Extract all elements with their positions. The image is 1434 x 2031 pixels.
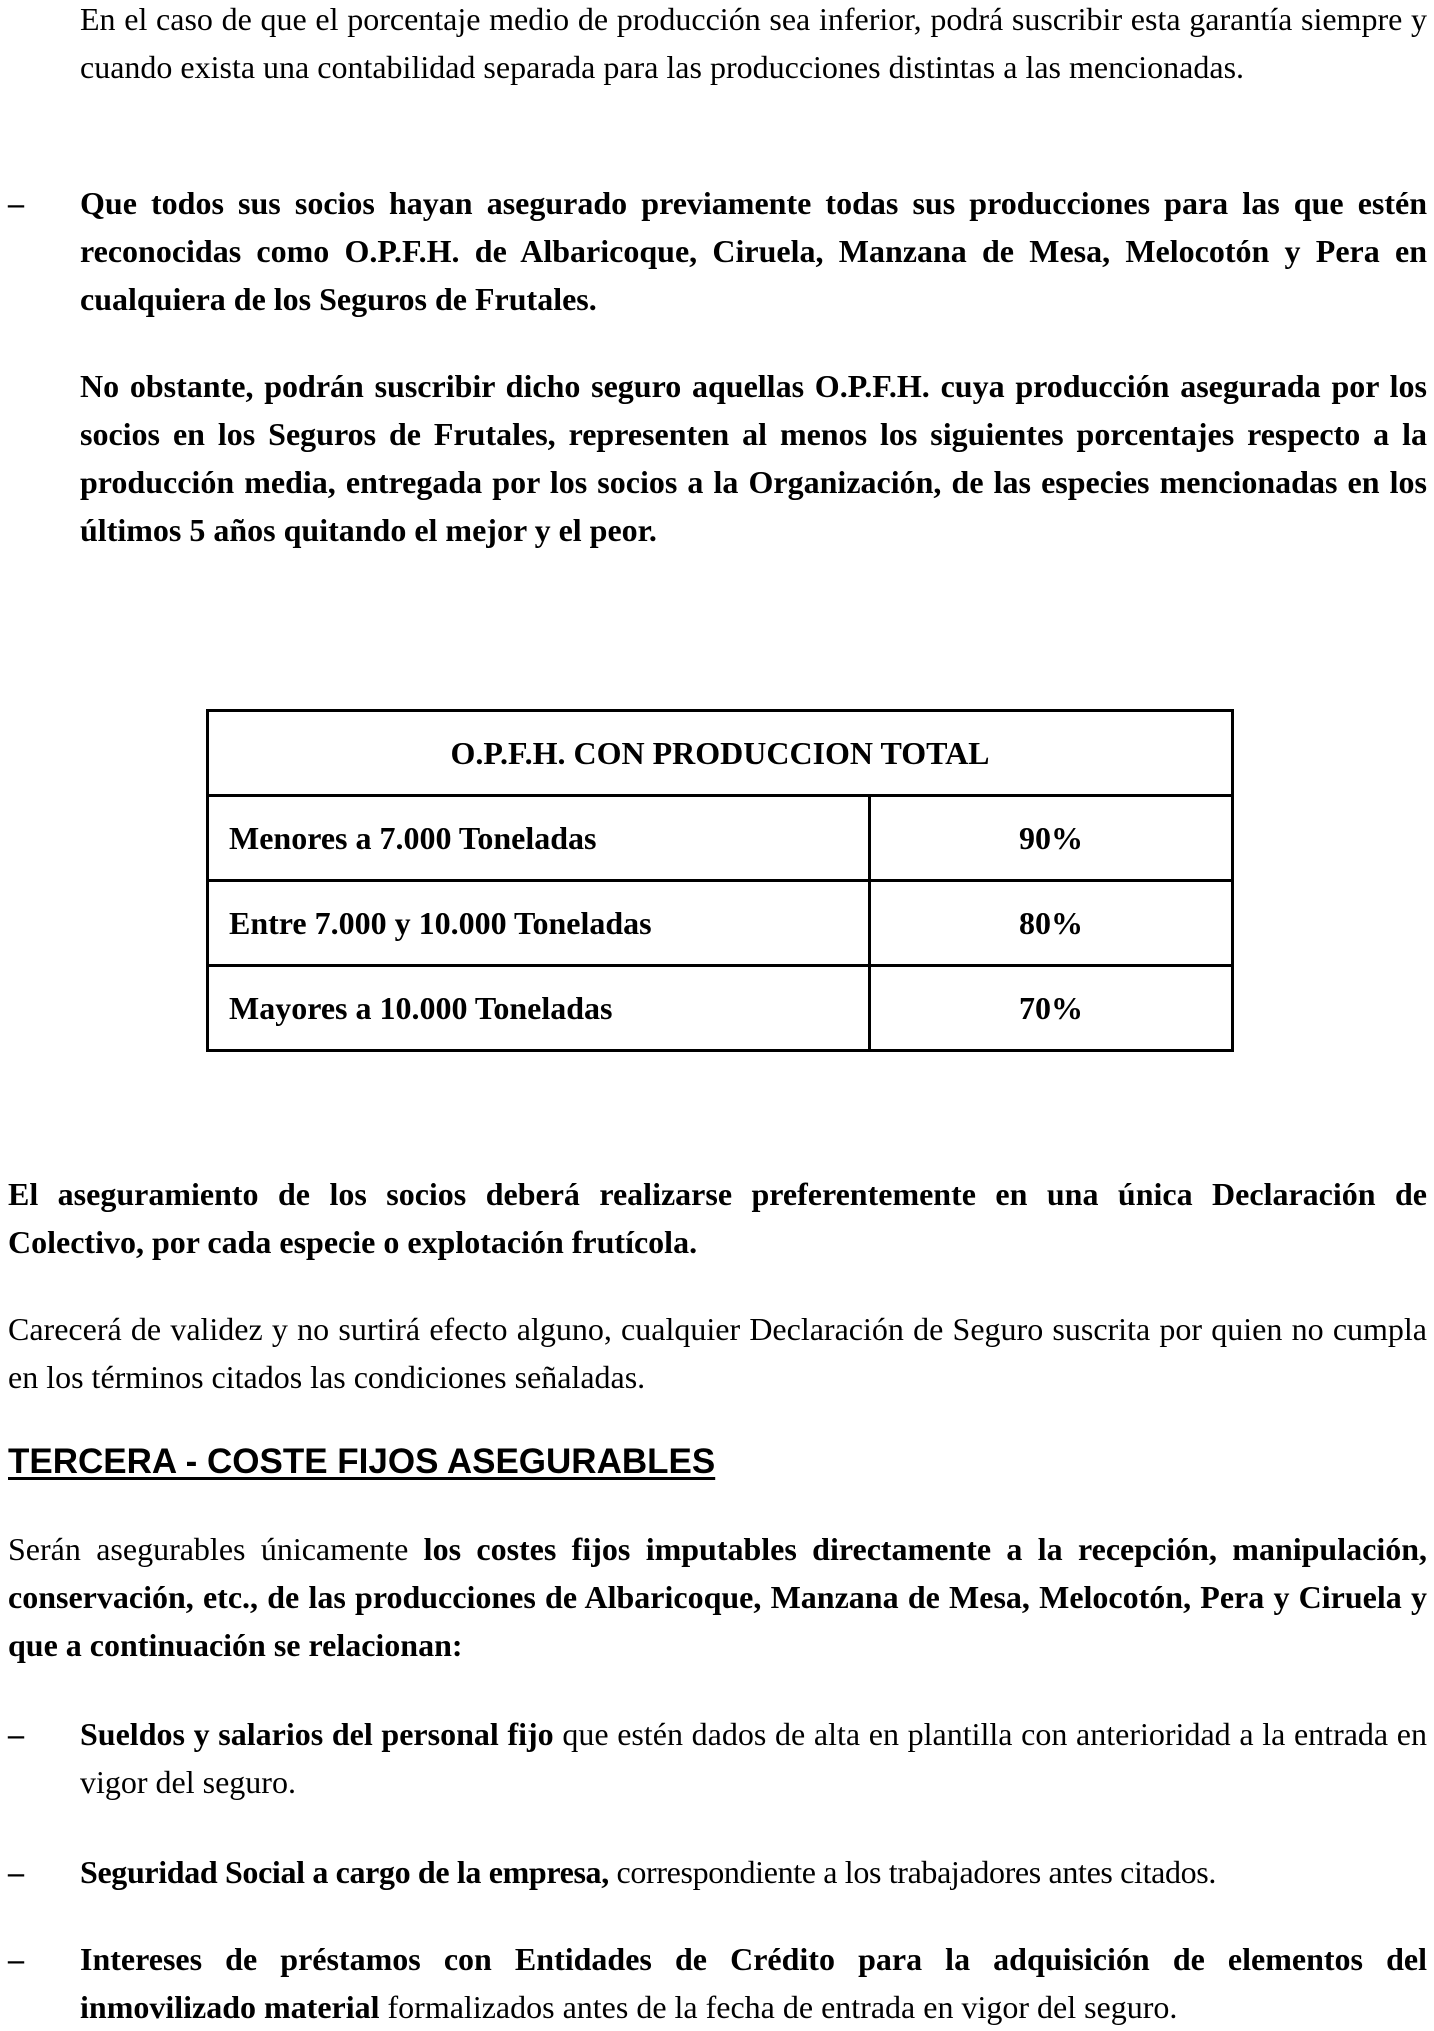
paragraph-members-insured: Que todos sus socios hayan asegurado previamente todas sus producciones para las que estén reconocidas como O.P.F.H. de Albaricoque, Ciruela, Manzana de Mesa, Melocotón y Pera en cualquiera de los Seguros de Frutales.: [80, 185, 1427, 317]
paragraph-aseguramiento: El aseguramiento de los socios deberá realizarse preferentemente en una única Declaración de Colectivo, por cada especie o explotación frutícola.: [8, 1176, 1427, 1260]
paragraph-percentage-condition: En el caso de que el porcentaje medio de producción sea inferior, podrá suscribir esta garantía siempre y cuando exista una contabilidad separada para las producciones distintas a las mencionadas.: [80, 1, 1427, 85]
bullet-dash: –: [8, 185, 24, 221]
text-normal: correspondiente a los trabajadores antes citados.: [608, 1854, 1217, 1890]
text-bold: Sueldos y salarios del personal fijo: [80, 1716, 554, 1752]
table-cell-label: Entre 7.000 y 10.000 Toneladas: [208, 881, 870, 966]
table-cell-label: Menores a 7.000 Toneladas: [208, 796, 870, 881]
paragraph-seguridad-social: [80, 1848, 1427, 1896]
paragraph-carecera: Carecerá de validez y no surtirá efecto alguno, cualquier Declaración de Seguro suscrita por quien no cumpla en los términos citados las condiciones señaladas.: [8, 1311, 1427, 1395]
text-bold: Intereses de préstamos con Entidades de Crédito para la adquisición de elementos del inmovilizado material: [80, 1941, 1427, 2025]
table-header: O.P.F.H. CON PRODUCCION TOTAL: [208, 711, 1233, 796]
text-bold: Seguridad Social a cargo de la empresa,: [80, 1854, 609, 1890]
text-normal: que estén dados de alta en plantilla con anterioridad a la entrada en vigor del seguro.: [80, 1716, 1428, 1800]
production-table: [206, 709, 1234, 1052]
paragraph-intereses: [80, 1935, 1427, 2031]
table-row: [208, 881, 1233, 966]
table-header-row: [208, 711, 1233, 796]
paragraph-sueldos: [80, 1710, 1427, 1806]
paragraph-no-obstante: No obstante, podrán suscribir dicho seguro aquellas O.P.F.H. cuya producción asegurada por los socios en los Seguros de Frutales, representen al menos los siguientes porcentajes respecto a la producción media, entregada por los socios a la Organización, de las especies mencionadas en los últimos 5 años quitando el mejor y el peor.: [80, 368, 1427, 548]
table-row: [208, 796, 1233, 881]
bullet-dash: –: [8, 1854, 24, 1890]
table-cell-value: 90%: [870, 796, 1233, 881]
table-cell-value: 70%: [870, 966, 1233, 1051]
bullet-dash: –: [8, 1716, 24, 1752]
table-cell-label: Mayores a 10.000 Toneladas: [208, 966, 870, 1051]
section-heading-tercera: TERCERA - COSTE FIJOS ASEGURABLES: [8, 1442, 716, 1481]
text-normal: formalizados antes de la fecha de entrada en vigor del seguro.: [379, 1989, 1178, 2025]
text-normal: Serán asegurables únicamente: [8, 1531, 424, 1567]
bullet-dash: –: [8, 1941, 24, 1977]
paragraph-costes-fijos: [8, 1525, 1427, 1669]
text-bold: los costes fijos imputables directamente a la recepción, manipulación, conservación, etc., de las producciones de Albaricoque, Manzana de Mesa, Melocotón, Pera y Ciruela y que a continuación se relacionan:: [8, 1531, 1428, 1663]
table-row: [208, 966, 1233, 1051]
table-cell-value: 80%: [870, 881, 1233, 966]
